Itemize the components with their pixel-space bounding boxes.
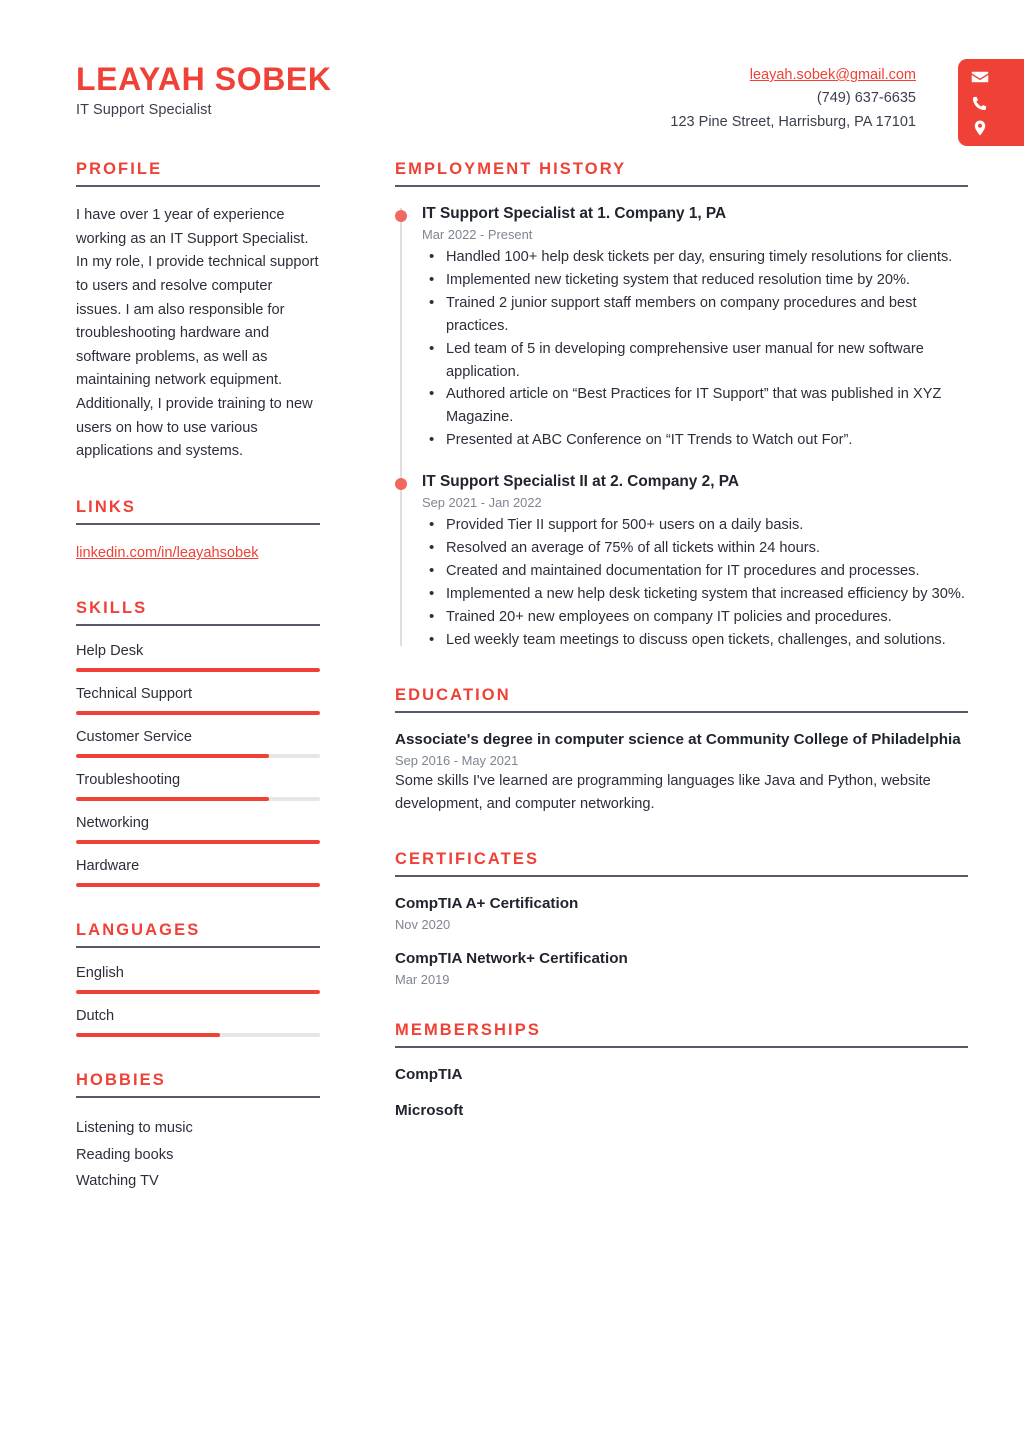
- skill-bar-fill: [76, 840, 320, 844]
- list-item: • Implemented new ticketing system that reduced resolution time by 20%.: [422, 269, 968, 292]
- contact-block: [670, 64, 916, 134]
- skill-label: Networking: [76, 815, 149, 832]
- skill-label: Technical Support: [76, 686, 193, 703]
- language-label: Dutch: [76, 1008, 115, 1025]
- section-memberships: [395, 1021, 968, 1121]
- list-item: • Created and maintained documentation for IT procedures and processes.: [422, 560, 968, 583]
- skill-bar-track: [76, 668, 320, 672]
- membership-title: CompTIA: [395, 1066, 463, 1084]
- certificate-entry: [395, 894, 968, 932]
- section-divider: [395, 711, 968, 713]
- section-hobbies: [76, 1071, 320, 1195]
- skill-label: Help Desk: [76, 643, 144, 660]
- membership-title: Microsoft: [395, 1102, 464, 1120]
- membership-entry: [395, 1101, 968, 1121]
- employment-job-date: Sep 2021 - Jan 2022: [422, 495, 542, 511]
- skill-label: Customer Service: [76, 729, 192, 746]
- section-employment-history: [395, 160, 968, 652]
- employment-bullet-list: [422, 514, 968, 651]
- skill-bar-track: [76, 711, 320, 715]
- skill-label: Troubleshooting: [76, 772, 181, 789]
- section-divider: [76, 523, 320, 525]
- list-item: • Led team of 5 in developing comprehensive user manual for new software application.: [422, 338, 968, 384]
- certificate-date: Nov 2020: [395, 916, 451, 932]
- skill-item: [76, 815, 320, 844]
- list-item: • Presented at ABC Conference on “IT Trends to Watch out For”.: [422, 429, 968, 452]
- section-divider: [395, 1046, 968, 1048]
- membership-entry: [395, 1065, 968, 1085]
- phone-icon: [971, 94, 989, 112]
- education-degree-title: Associate's degree in computer science at Community College of Philadelphia: [395, 730, 961, 748]
- section-certificates: [395, 850, 968, 987]
- section-heading-memberships: MEMBERSHIPS: [395, 1021, 541, 1040]
- list-item: • Authored article on “Best Practices for IT Support” that was published in XYZ Magazine.: [422, 383, 968, 429]
- section-divider: [76, 185, 320, 187]
- list-item: • Resolved an average of 75% of all tickets within 24 hours.: [422, 537, 968, 560]
- section-heading-skills: SKILLS: [76, 599, 148, 618]
- skill-item: [76, 858, 320, 887]
- skill-bar-track: [76, 797, 320, 801]
- section-divider: [76, 624, 320, 626]
- section-profile: [76, 160, 320, 464]
- employment-job-title: IT Support Specialist II at 2. Company 2, PA: [422, 473, 739, 491]
- contact-address: 123 Pine Street, Harrisburg, PA 17101: [670, 113, 916, 130]
- skill-bar-fill: [76, 711, 320, 715]
- language-bar-fill: [76, 1033, 220, 1037]
- list-item: • Implemented a new help desk ticketing system that increased efficiency by 30%.: [422, 583, 968, 606]
- section-heading-certificates: CERTIFICATES: [395, 849, 540, 868]
- contact-email[interactable]: leayah.sobek@gmail.com: [749, 67, 916, 83]
- skill-bar-fill: [76, 668, 320, 672]
- hobby-item: Watching TV: [76, 1173, 159, 1190]
- page-title: LEAYAH SOBEK: [76, 61, 332, 97]
- location-pin-icon: [971, 119, 989, 137]
- main-column: [344, 160, 968, 1229]
- skill-item: [76, 772, 320, 801]
- sidebar: [76, 160, 344, 1229]
- section-divider: [76, 1096, 320, 1098]
- skill-label: Hardware: [76, 858, 140, 875]
- education-entry: [395, 730, 968, 816]
- skill-bar-track: [76, 840, 320, 844]
- language-bar-fill: [76, 990, 320, 994]
- employment-job-date: Mar 2022 - Present: [422, 227, 533, 243]
- certificate-date: Mar 2019: [395, 972, 450, 988]
- link-item[interactable]: linkedin.com/in/leayahsobek: [76, 545, 259, 562]
- section-education: [395, 686, 968, 816]
- skill-item: [76, 729, 320, 758]
- section-divider: [76, 946, 320, 948]
- list-item: • Handled 100+ help desk tickets per day, ensuring timely resolutions for clients.: [422, 246, 968, 269]
- employment-job-title: IT Support Specialist at 1. Company 1, PA: [422, 205, 727, 222]
- job-title-subtitle: IT Support Specialist: [76, 102, 212, 119]
- section-heading-links: LINKS: [76, 498, 136, 517]
- list-item: • Provided Tier II support for 500+ users on a daily basis.: [422, 514, 968, 537]
- resume-body: [0, 160, 1024, 1229]
- contact-icon-bar: [958, 59, 1024, 146]
- list-item: • Trained 2 junior support staff members on company procedures and best practices.: [422, 292, 968, 338]
- list-item: • Led weekly team meetings to discuss open tickets, challenges, and solutions.: [422, 629, 968, 652]
- hobby-item: Reading books: [76, 1146, 174, 1163]
- language-item: [76, 965, 320, 994]
- section-languages: [76, 921, 320, 1037]
- education-date: Sep 2016 - May 2021: [395, 752, 519, 768]
- education-description: Some skills I've learned are programming languages like Java and Python, website development, and computer networking.: [395, 772, 931, 812]
- timeline-dot-icon: [395, 478, 407, 490]
- section-heading-hobbies: HOBBIES: [76, 1071, 166, 1090]
- section-divider: [395, 185, 968, 187]
- timeline-dot-icon: [395, 210, 407, 222]
- language-item: [76, 1008, 320, 1037]
- language-label: English: [76, 965, 124, 982]
- skill-bar-fill: [76, 754, 269, 758]
- language-bar-track: [76, 1033, 320, 1037]
- envelope-icon: [971, 68, 989, 86]
- employment-timeline: [395, 204, 968, 652]
- contact-phone: (749) 637-6635: [816, 90, 916, 107]
- hobby-item: Listening to music: [76, 1120, 193, 1137]
- certificate-title: CompTIA Network+ Certification: [395, 949, 628, 967]
- section-heading-employment: EMPLOYMENT HISTORY: [395, 160, 627, 178]
- certificate-entry: [395, 949, 968, 987]
- employment-entry: [422, 472, 968, 651]
- skill-bar-track: [76, 883, 320, 887]
- employment-entry: [422, 204, 968, 452]
- certificate-title: CompTIA A+ Certification: [395, 894, 579, 912]
- skill-bar-fill: [76, 883, 320, 887]
- skill-bar-track: [76, 754, 320, 758]
- employment-bullet-list: [422, 246, 968, 452]
- name-block: [76, 62, 332, 118]
- skill-item: [76, 686, 320, 715]
- section-divider: [395, 875, 968, 877]
- section-links: [76, 498, 320, 565]
- section-heading-profile: PROFILE: [76, 160, 163, 178]
- skill-item: [76, 643, 320, 672]
- section-skills: [76, 599, 320, 887]
- skill-bar-fill: [76, 797, 269, 801]
- language-bar-track: [76, 990, 320, 994]
- section-heading-languages: LANGUAGES: [76, 921, 201, 940]
- profile-text: I have over 1 year of experience working as an IT Support Specialist. In my role, I provide technical support to users and resolve computer issues. I am also responsible for troubleshooting hardware and software problems, as well as maintaining network equipment. Additionally, I provide training to new users on how to use various applications and systems.: [76, 207, 319, 460]
- resume-header: [0, 0, 1024, 160]
- section-heading-education: EDUCATION: [395, 685, 511, 704]
- list-item: • Trained 20+ new employees on company IT policies and procedures.: [422, 606, 968, 629]
